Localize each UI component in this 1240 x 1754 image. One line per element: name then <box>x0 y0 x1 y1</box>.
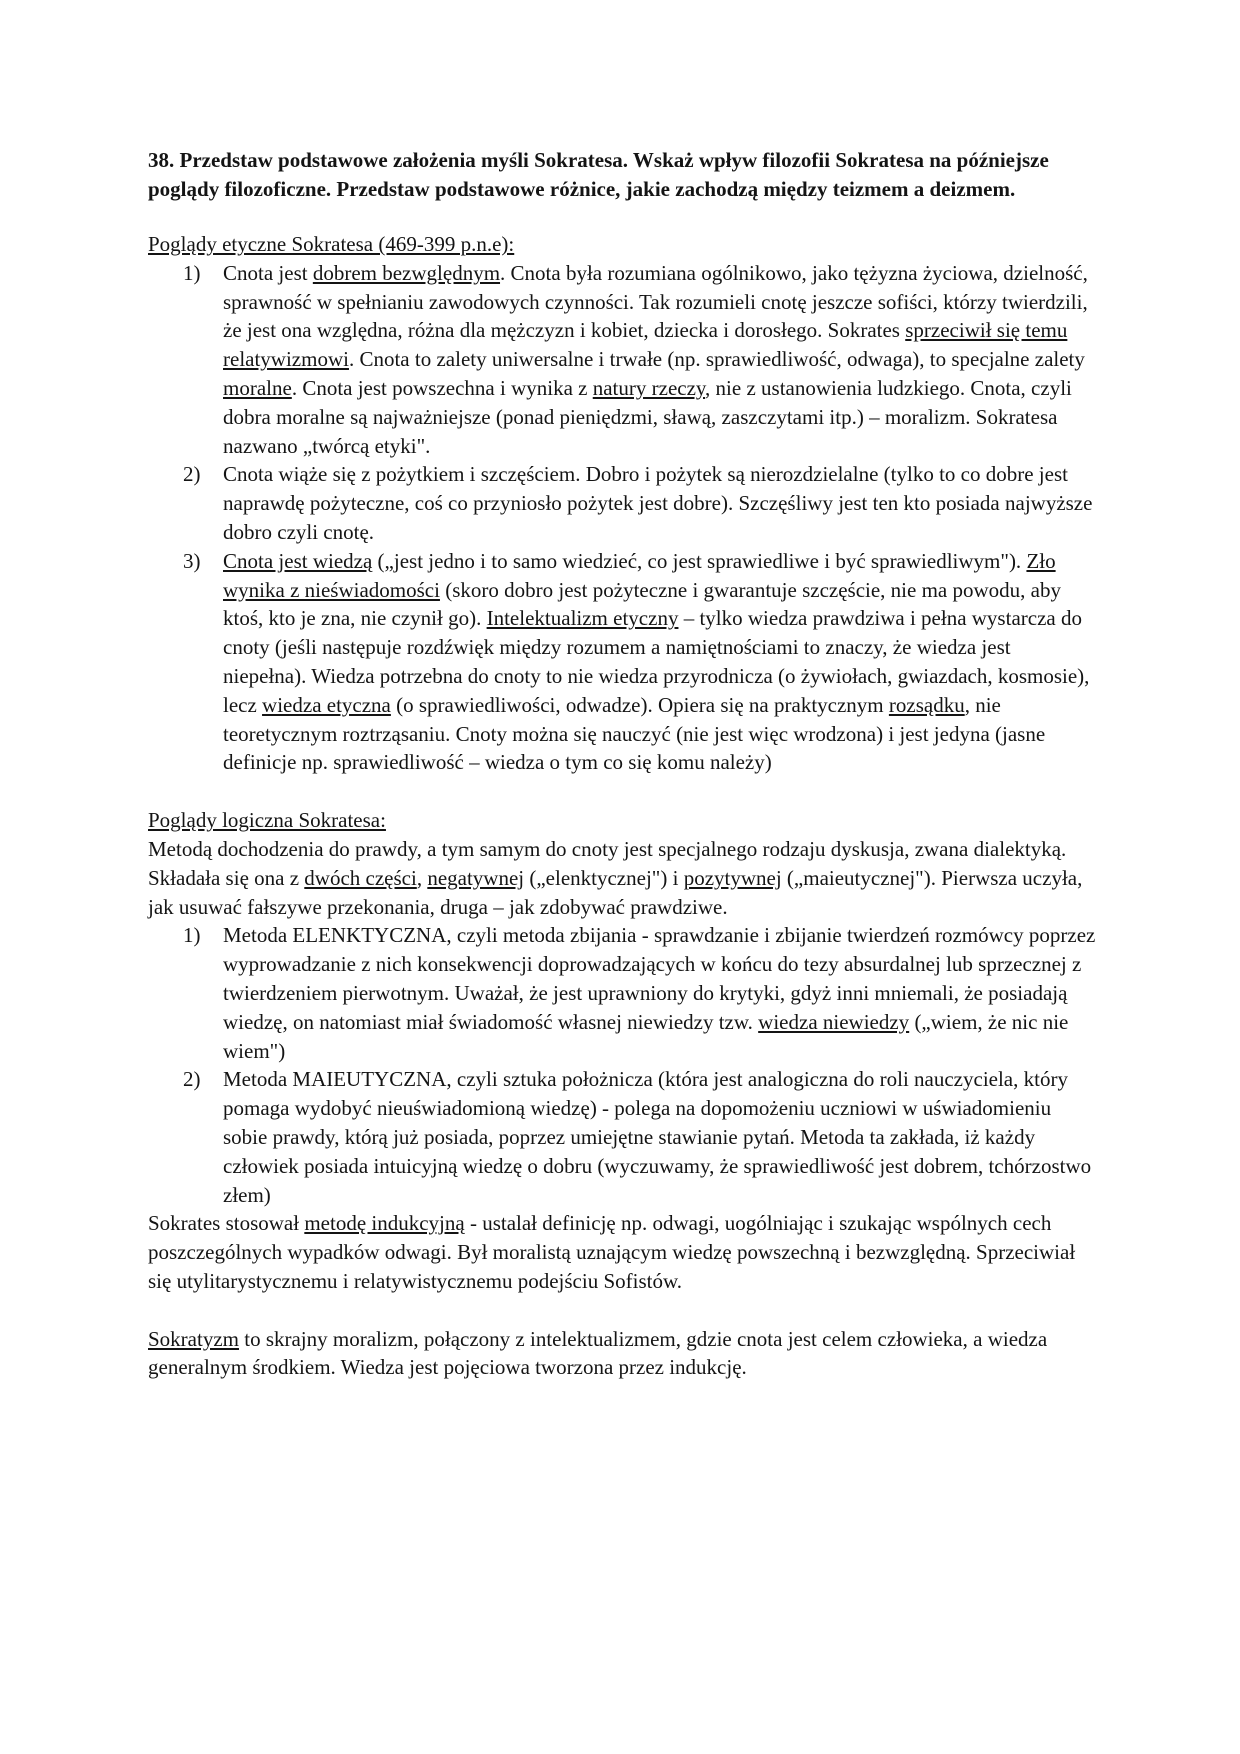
text-span: („wiem, że nic nie wiem") <box>223 1009 1069 1063</box>
underlined-term: Cnota jest wiedzą <box>223 548 373 573</box>
list-number: 1) <box>183 260 201 285</box>
underlined-term: natury rzeczy <box>592 375 706 400</box>
text-span: . Cnota jest powszechna i wynika z <box>291 375 593 400</box>
underlined-term: Sokratyzm <box>148 1326 239 1351</box>
text-span: Metodą dochodzenia do prawdy, a tym samym do cnoty jest specjalnego rodzaju dyskusja, zwana dialektyką. Składała się ona z <box>148 836 1067 890</box>
list-item <box>148 259 1098 461</box>
paragraph <box>148 835 1098 921</box>
underlined-term: dobrem bezwględnym <box>312 260 501 285</box>
underlined-term: Zło wynika z nieświadomości <box>223 548 1056 602</box>
underlined-term: rozsądku <box>888 692 965 717</box>
list-number: 1) <box>183 923 201 948</box>
underlined-term: sprzeciwił się temu relatywizmowi <box>223 318 1068 372</box>
text-span: („elenktycznej") i <box>524 865 684 890</box>
ethics-list <box>148 259 1098 777</box>
text-span: , nie z ustanowienia ludzkiego. Cnota, czyli dobra moralne są najważniejsze (ponad pieniędzmi, sławą, zaszczytami itp.) – moralizm. Sokratesa nazwano „twórcą etyki". <box>223 375 1072 458</box>
text-span: . Cnota to zalety uniwersalne i trwałe (np. sprawiedliwość, odwaga), to specjalne zalety <box>348 347 1085 372</box>
underlined-term: Intelektualizm etyczny <box>486 606 679 631</box>
text-span: . Cnota była rozumiana ogólnikowo, jako tężyzna życiowa, dzielność, sprawność w spełnianiu zawodowych czynności. Tak rozumieli cnotę jeszcze sofiści, którzy twierdzili, że jest ona względna, różna dla mężczyzn i kobiet, dziecka i dorosłego. Sokrates <box>223 260 1088 343</box>
text-span: Cnota jest <box>223 260 313 285</box>
underlined-term: dwóch części <box>304 865 417 890</box>
document-page <box>148 146 1098 1382</box>
list-number: 3) <box>183 548 201 573</box>
list-item <box>148 921 1098 1065</box>
text-span: , <box>416 865 428 890</box>
text-span: („maieutycznej"). Pierwsza uczyła, jak usuwać fałszywe przekonania, druga – jak zdobywać prawdziwe. <box>148 865 1083 919</box>
list-item <box>148 547 1098 777</box>
paragraph-gap <box>148 1296 1098 1325</box>
text-span: – tylko wiedza prawdziwa i pełna wystarcza do cnoty (jeśli następuje rozdźwięk między rozumem a namiętnościami to znaczy, że wiedza jest niepełna). Wiedza potrzebna do cnoty to nie wiedza przyrodnicza (o żywiołach, gwiazdach, kosmosie), lecz <box>223 606 1090 717</box>
underlined-term: wiedza niewiedzy <box>758 1009 910 1034</box>
document-title: 38. Przedstaw podstawowe założenia myśli Sokratesa. Wskaż wpływ filozofii Sokratesa na późniejsze poglądy filozoficzne. Przedstaw podstawowe różnice, jakie zachodzą między teizmem a deizmem. <box>148 148 1049 201</box>
underlined-term: metodę indukcyjną <box>304 1211 465 1236</box>
underlined-term: pozytywnej <box>683 865 782 890</box>
paragraph <box>148 1325 1098 1383</box>
text-span: Cnota wiąże się z pożytkiem i szczęściem. Dobro i pożytek są nierozdzielalne (tylko to co dobre jest naprawdę pożyteczne, coś co przyniosło pożytek jest dobre). Szczęśliwy jest ten kto posiada najwyższe dobro czyli cnotę. <box>223 462 1093 544</box>
list-number: 2) <box>183 1067 201 1092</box>
text-span: (skoro dobro jest pożyteczne i gwarantuje szczęście, nie ma powodu, aby ktoś, kto je zna, nie czynił go). <box>223 577 1061 631</box>
text-span: to skrajny moralizm, połączony z intelektualizmem, gdzie cnota jest celem człowieka, a wiedza generalnym środkiem. Wiedza jest pojęciowa tworzona przez indukcję. <box>148 1326 1048 1380</box>
text-span: , nie teoretycznym roztrząsaniu. Cnoty można się nauczyć (nie jest więc wrodzona) i jest jedyna (jasne definicje np. sprawiedliwość – wiedza o tym co się komu należy) <box>223 692 1046 775</box>
text-span: (o sprawiedliwości, odwadze). Opiera się na praktycznym <box>390 692 889 717</box>
section-heading-ethics: Poglądy etyczne Sokratesa (469-399 p.n.e): <box>148 232 515 256</box>
paragraph <box>148 1209 1098 1295</box>
text-span: Sokrates stosował <box>148 1211 305 1236</box>
underlined-term: wiedza etyczna <box>262 692 391 717</box>
text-span: - ustalał definicję np. odwagi, uogólniając i szukając wspólnych cech poszczególnych wypadków odwagi. Był moralistą uznającym wiedzę powszechną i bezwzględną. Sprzeciwiał się utylitarystycznemu i relatywistycznemu podejściu Sofistów. <box>148 1211 1076 1293</box>
text-span: („jest jedno i to samo wiedzieć, co jest sprawiedliwe i być sprawiedliwym"). <box>372 548 1027 573</box>
list-item <box>148 460 1098 546</box>
list-item <box>148 1065 1098 1209</box>
list-number: 2) <box>183 462 201 487</box>
underlined-term: negatywnej <box>427 865 525 890</box>
methods-list <box>148 921 1098 1209</box>
underlined-term: moralne <box>223 375 292 400</box>
text-span: Metoda MAIEUTYCZNA, czyli sztuka położnicza (która jest analogiczna do roli nauczyciela, który pomaga wydobyć nieuświadomioną wiedzę) - polega na dopomożeniu uczniowi w uświadomieniu sobie prawdy, którą już posiada, poprzez umiejętne stawianie pytań. Metoda ta zakłada, iż każdy człowiek posiada intuicyjną wiedzę o dobru (wyczuwamy, że sprawiedliwość jest dobrem, tchórzostwo złem) <box>223 1067 1092 1207</box>
text-span: Metoda ELENKTYCZNA, czyli metoda zbijania - sprawdzanie i zbijanie twierdzeń rozmówcy poprzez wyprowadzanie z nich konsekwencji doprowadzających w końcu do tezy absurdalnej lub sprzecznej z twierdzeniem pierwotnym. Uważał, że jest uprawniony do krytyki, gdyż inni mniemali, że posiadają wiedzę, on natomiast miał świadomość własnej niewiedzy tzw. <box>223 923 1096 1034</box>
paragraph-gap <box>148 777 1098 806</box>
section-heading-logic: Poglądy logiczna Sokratesa: <box>148 808 386 833</box>
